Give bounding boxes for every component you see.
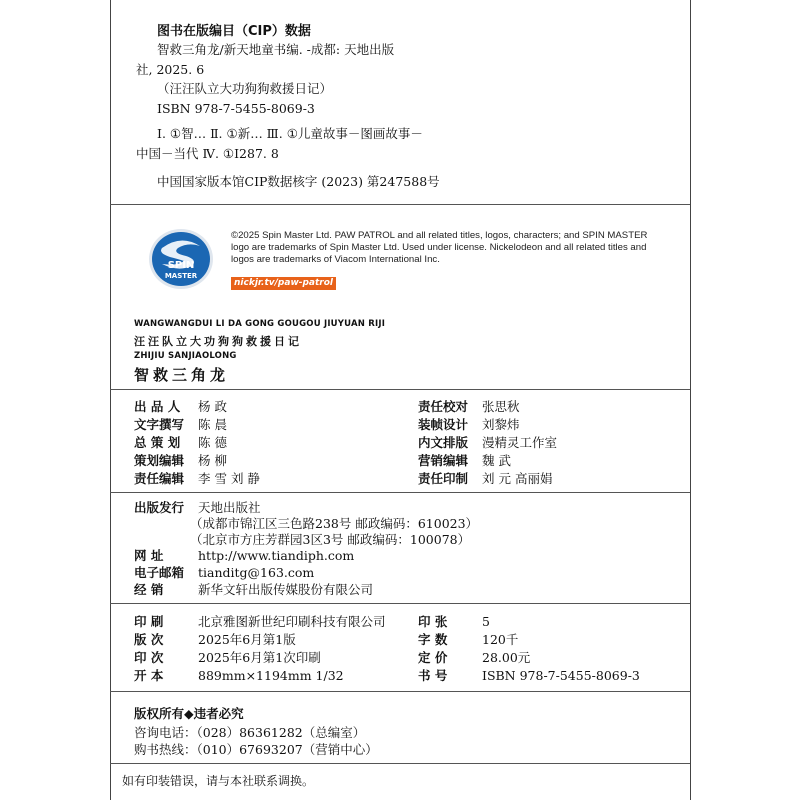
print-row [134,649,321,667]
cip-line-3: （汪汪队立大功狗狗救援日记） [157,81,333,96]
credit-value: 魏 武 [482,453,511,468]
email-link[interactable]: tianditg@163.com [198,565,315,580]
book-pinyin: ZHIJIU SANJIAOLONG [134,351,237,361]
print-label: 印 刷 [134,614,164,629]
credit-label: 营销编辑 [418,453,469,468]
copyright-notice: ©2025 Spin Master Ltd. PAW PATROL and all related titles, logos, characters; and SPIN MASTER logo are trademarks of Spin Master Ltd. Used under license. Nickelodeon and all related titles and logos are trademarks of Viacom International Inc. [231,230,648,265]
print-value: ISBN 978-7-5455-8069-3 [482,668,640,683]
publisher-name: 天地出版社 [198,500,261,515]
divider-print [110,691,690,692]
credit-row [418,434,557,452]
print-label: 书 号 [418,668,448,683]
consult-phone: 咨询电话：（028）86361282（总编室） [134,725,366,740]
credit-label: 责任编辑 [134,471,185,486]
cip-class-2: 中国－当代 Ⅳ. ①I287. 8 [136,146,279,161]
logo-text-master: MASTER [164,272,198,280]
spin-master-logo-icon [148,226,214,292]
credit-row [134,416,227,434]
right-margin-line [690,0,691,800]
cip-core-number: 中国国家版本馆CIP数据核字 (2023) 第247588号 [157,174,440,189]
cip-line-1: 智救三角龙/新天地童书编. -成都: 天地出版 [157,42,395,57]
distributor-name: 新华文轩出版传媒股份有限公司 [198,582,374,597]
print-value: 5 [482,614,490,629]
print-label: 版 次 [134,632,164,647]
print-row [418,631,518,649]
email-label: 电子邮箱 [134,565,185,580]
print-label: 开 本 [134,668,164,683]
credit-value: 刘黎炜 [482,417,520,432]
cip-isbn: ISBN 978-7-5455-8069-3 [157,101,315,116]
address-chengdu: （成都市锦江区三色路238号 邮政编码：610023） [190,516,479,531]
divider-title [110,389,690,390]
print-value: 北京雅图新世纪印刷科技有限公司 [198,614,386,629]
credit-row [134,398,227,416]
divider-credits [110,492,690,493]
credit-label: 装帧设计 [418,417,469,432]
cip-class-1: Ⅰ. ①智… Ⅱ. ①新… Ⅲ. ①儿童故事－图画故事－ [157,126,423,141]
credit-label: 出 品 人 [134,399,181,414]
credit-value: 陈 晨 [198,417,227,432]
print-value: 889mm×1194mm 1/32 [198,668,344,683]
print-row [134,613,386,631]
credit-label: 责任校对 [418,399,469,414]
distributor-row [134,581,373,599]
credit-value: 漫精灵工作室 [482,435,558,450]
divider-publish [110,603,690,604]
credit-value: 李 雪 刘 静 [198,471,260,486]
credit-row [418,470,552,488]
print-row [134,631,296,649]
credit-label: 策划编辑 [134,453,185,468]
misprint-notice: 如有印装错误，请与本社联系调换。 [122,774,315,788]
website-link[interactable]: http://www.tiandiph.com [198,548,355,563]
print-label: 印 张 [418,614,448,629]
email-row [134,564,314,582]
print-label: 字 数 [418,632,448,647]
credit-value: 陈 德 [198,435,227,450]
credit-row [418,452,511,470]
divider-cip [110,204,690,205]
credit-value: 张思秋 [482,399,520,414]
credit-value: 杨 政 [198,399,227,414]
credit-label: 文字撰写 [134,417,185,432]
cip-line-2: 社, 2025. 6 [136,62,205,77]
credit-row [418,398,520,416]
credit-row [134,470,260,488]
logo-text-spin: SPIN [167,260,195,271]
paw-patrol-url[interactable]: nickjr.tv/paw-patrol [231,277,336,290]
print-row [418,613,490,631]
credit-label: 总 策 划 [134,435,181,450]
credit-row [418,416,520,434]
print-value: 28.00元 [482,650,531,665]
credit-label: 责任印制 [418,471,469,486]
website-row [134,547,354,565]
print-value: 2025年6月第1版 [198,632,296,647]
print-value: 120千 [482,632,519,647]
series-title: 汪汪队立大功狗狗救援日记 [134,335,302,348]
credit-value: 刘 元 高丽娟 [482,471,553,486]
credit-row [134,452,227,470]
print-label: 定 价 [418,650,448,665]
divider-footer [110,763,690,764]
print-label: 印 次 [134,650,164,665]
distributor-label: 经 销 [134,582,164,597]
left-margin-line [110,0,111,800]
cip-title: 图书在版编目（CIP）数据 [157,24,311,39]
credit-value: 杨 柳 [198,453,227,468]
print-row [418,649,530,667]
publisher-label: 出版发行 [134,500,185,515]
rights-reserved: 版权所有◆违者必究 [134,706,244,721]
book-title: 智救三角龙 [134,366,230,384]
credit-label: 内文排版 [418,435,469,450]
credit-row [134,434,227,452]
print-value: 2025年6月第1次印刷 [198,650,321,665]
print-row [418,667,640,685]
website-label: 网 址 [134,548,164,563]
order-phone: 购书热线：（010）67693207（营销中心） [134,742,378,757]
series-pinyin: WANGWANGDUI LI DA GONG GOUGOU JIUYUAN RIJI [134,319,386,329]
print-row [134,667,344,685]
address-beijing: （北京市方庄芳群园3区3号 邮政编码：100078） [190,532,471,547]
